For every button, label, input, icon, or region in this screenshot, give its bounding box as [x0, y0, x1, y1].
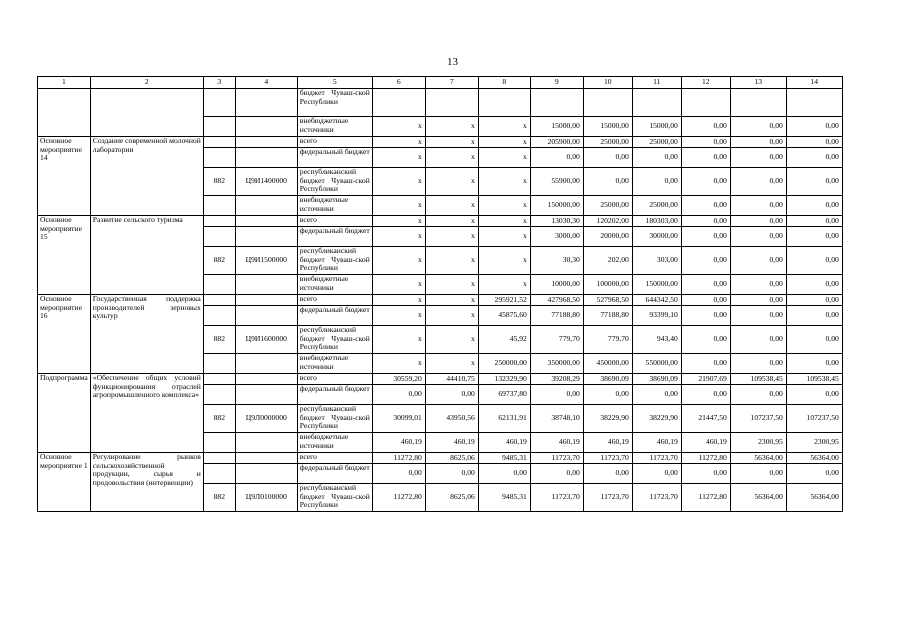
- item-name-cell: Государственная поддержка производителей зерновых культур: [90, 295, 203, 374]
- value-cell: 460,19: [425, 433, 478, 453]
- funding-source-cell: республиканский бюджет Чуваш-ской Республики: [297, 247, 372, 275]
- funding-source-cell: внебюджетные источники: [297, 275, 372, 295]
- grbs-code-cell: [203, 117, 235, 137]
- value-cell: 107237,50: [730, 405, 786, 433]
- value-cell: x: [478, 137, 530, 148]
- grbs-code-cell: 882: [203, 405, 235, 433]
- column-header: 6: [372, 77, 425, 89]
- budget-code-cell: [235, 306, 297, 326]
- budget-code-cell: [235, 216, 297, 227]
- value-cell: 132329,90: [478, 374, 530, 385]
- value-cell: 120202,00: [583, 216, 632, 227]
- grbs-code-cell: [203, 433, 235, 453]
- value-cell: 15000,00: [530, 117, 583, 137]
- budget-code-cell: Ц9Л0000000: [235, 405, 297, 433]
- column-header: 8: [478, 77, 530, 89]
- funding-source-cell: всего: [297, 453, 372, 464]
- value-cell: x: [372, 247, 425, 275]
- value-cell: [478, 89, 530, 117]
- value-cell: x: [425, 117, 478, 137]
- value-cell: x: [425, 168, 478, 196]
- value-cell: x: [478, 168, 530, 196]
- value-cell: 0,00: [786, 227, 842, 247]
- value-cell: 303,00: [632, 247, 681, 275]
- value-cell: 0,00: [681, 247, 730, 275]
- funding-source-cell: федеральный бюджет: [297, 385, 372, 405]
- value-cell: 8625,06: [425, 484, 478, 512]
- grbs-code-cell: 882: [203, 484, 235, 512]
- value-cell: 0,00: [681, 148, 730, 168]
- value-cell: 0,00: [681, 354, 730, 374]
- table-row: [38, 295, 843, 306]
- grbs-code-cell: [203, 196, 235, 216]
- value-cell: 15000,00: [583, 117, 632, 137]
- value-cell: [372, 89, 425, 117]
- table-row: [38, 216, 843, 227]
- value-cell: 460,19: [681, 433, 730, 453]
- item-type-cell: Основное мероприятие 14: [38, 137, 91, 216]
- value-cell: 205900,00: [530, 137, 583, 148]
- funding-source-cell: республиканский бюджет Чуваш-ской Республики: [297, 168, 372, 196]
- value-cell: [632, 89, 681, 117]
- value-cell: 150000,00: [632, 275, 681, 295]
- value-cell: 0,00: [681, 295, 730, 306]
- value-cell: x: [425, 137, 478, 148]
- item-name-cell: [90, 89, 203, 137]
- column-header: 1: [38, 77, 91, 89]
- value-cell: x: [425, 148, 478, 168]
- value-cell: 56364,00: [786, 484, 842, 512]
- value-cell: 25000,00: [632, 196, 681, 216]
- value-cell: 0,00: [681, 137, 730, 148]
- value-cell: 0,00: [425, 464, 478, 484]
- value-cell: 109538,45: [786, 374, 842, 385]
- value-cell: 11272,80: [372, 484, 425, 512]
- value-cell: 45875,60: [478, 306, 530, 326]
- value-cell: 11723,70: [632, 484, 681, 512]
- column-header: 2: [90, 77, 203, 89]
- value-cell: 0,00: [372, 385, 425, 405]
- value-cell: x: [372, 227, 425, 247]
- value-cell: x: [478, 275, 530, 295]
- funding-source-cell: бюджет Чуваш-ской Республики: [297, 89, 372, 117]
- value-cell: 0,00: [681, 464, 730, 484]
- value-cell: 0,00: [730, 354, 786, 374]
- value-cell: 0,00: [730, 117, 786, 137]
- grbs-code-cell: [203, 148, 235, 168]
- value-cell: x: [372, 306, 425, 326]
- value-cell: 644342,50: [632, 295, 681, 306]
- value-cell: 0,00: [681, 275, 730, 295]
- value-cell: [425, 89, 478, 117]
- value-cell: 0,00: [786, 247, 842, 275]
- value-cell: 550000,00: [632, 354, 681, 374]
- value-cell: 0,00: [681, 196, 730, 216]
- value-cell: 0,00: [730, 275, 786, 295]
- value-cell: 0,00: [730, 464, 786, 484]
- column-header: 4: [235, 77, 297, 89]
- value-cell: 0,00: [681, 227, 730, 247]
- value-cell: 55900,00: [530, 168, 583, 196]
- value-cell: 0,00: [530, 148, 583, 168]
- budget-code-cell: [235, 433, 297, 453]
- value-cell: 11272,80: [372, 453, 425, 464]
- budget-code-cell: [235, 295, 297, 306]
- value-cell: x: [372, 216, 425, 227]
- funding-source-cell: всего: [297, 216, 372, 227]
- column-header: 7: [425, 77, 478, 89]
- value-cell: 0,00: [681, 306, 730, 326]
- budget-code-cell: [235, 117, 297, 137]
- value-cell: 460,19: [530, 433, 583, 453]
- value-cell: 0,00: [786, 148, 842, 168]
- value-cell: 2300,95: [730, 433, 786, 453]
- grbs-code-cell: [203, 137, 235, 148]
- grbs-code-cell: [203, 89, 235, 117]
- value-cell: x: [478, 148, 530, 168]
- value-cell: 0,00: [632, 148, 681, 168]
- value-cell: 9485,31: [478, 453, 530, 464]
- column-header: 5: [297, 77, 372, 89]
- value-cell: x: [478, 227, 530, 247]
- grbs-code-cell: 882: [203, 247, 235, 275]
- value-cell: 460,19: [632, 433, 681, 453]
- value-cell: 943,40: [632, 326, 681, 354]
- column-header: 12: [681, 77, 730, 89]
- value-cell: 10000,00: [530, 275, 583, 295]
- value-cell: 25000,00: [583, 137, 632, 148]
- value-cell: 0,00: [681, 168, 730, 196]
- value-cell: 2300,95: [786, 433, 842, 453]
- grbs-code-cell: [203, 374, 235, 385]
- value-cell: 11272,80: [681, 484, 730, 512]
- value-cell: 62131,91: [478, 405, 530, 433]
- funding-source-cell: республиканский бюджет Чуваш-ской Республики: [297, 484, 372, 512]
- value-cell: x: [372, 354, 425, 374]
- header-row: [38, 77, 843, 89]
- value-cell: 20000,00: [583, 227, 632, 247]
- funding-source-cell: республиканский бюджет Чуваш-ской Республики: [297, 405, 372, 433]
- value-cell: x: [372, 148, 425, 168]
- item-type-cell: Основное мероприятие 15: [38, 216, 91, 295]
- value-cell: 30,30: [530, 247, 583, 275]
- grbs-code-cell: 882: [203, 326, 235, 354]
- budget-code-cell: [235, 196, 297, 216]
- value-cell: 0,00: [786, 168, 842, 196]
- value-cell: 8625,06: [425, 453, 478, 464]
- column-header: 14: [786, 77, 842, 89]
- value-cell: 0,00: [786, 216, 842, 227]
- page-number: 13: [447, 56, 458, 68]
- value-cell: 25000,00: [583, 196, 632, 216]
- grbs-code-cell: [203, 385, 235, 405]
- value-cell: 38690,09: [632, 374, 681, 385]
- item-name-cell: «Обеспечение общих условий функционирования отраслей агропромышленного комплекса»: [90, 374, 203, 453]
- value-cell: 38690,09: [583, 374, 632, 385]
- value-cell: 77188,80: [583, 306, 632, 326]
- value-cell: 180303,00: [632, 216, 681, 227]
- budget-code-cell: [235, 227, 297, 247]
- value-cell: [730, 89, 786, 117]
- value-cell: x: [478, 196, 530, 216]
- budget-code-cell: [235, 374, 297, 385]
- column-header: 11: [632, 77, 681, 89]
- value-cell: 56364,00: [730, 453, 786, 464]
- column-header: 13: [730, 77, 786, 89]
- grbs-code-cell: [203, 306, 235, 326]
- value-cell: x: [478, 216, 530, 227]
- value-cell: x: [425, 247, 478, 275]
- budget-code-cell: Ц9И1600000: [235, 326, 297, 354]
- value-cell: 11723,70: [530, 453, 583, 464]
- budget-code-cell: [235, 464, 297, 484]
- grbs-code-cell: [203, 275, 235, 295]
- value-cell: 30559,20: [372, 374, 425, 385]
- value-cell: 109538,45: [730, 374, 786, 385]
- value-cell: 350000,00: [530, 354, 583, 374]
- value-cell: 30000,00: [632, 227, 681, 247]
- value-cell: [530, 89, 583, 117]
- value-cell: x: [372, 137, 425, 148]
- item-name-cell: Создание современной молочной лаборатории: [90, 137, 203, 216]
- value-cell: 11723,70: [632, 453, 681, 464]
- value-cell: 0,00: [583, 168, 632, 196]
- grbs-code-cell: [203, 354, 235, 374]
- value-cell: x: [372, 326, 425, 354]
- value-cell: 38229,90: [583, 405, 632, 433]
- value-cell: 11272,80: [681, 453, 730, 464]
- value-cell: 107237,50: [786, 405, 842, 433]
- value-cell: 0,00: [478, 464, 530, 484]
- value-cell: 0,00: [786, 464, 842, 484]
- value-cell: x: [425, 326, 478, 354]
- budget-code-cell: [235, 89, 297, 117]
- value-cell: 0,00: [730, 385, 786, 405]
- value-cell: 100000,00: [583, 275, 632, 295]
- value-cell: 45,92: [478, 326, 530, 354]
- budget-code-cell: Ц9И1400000: [235, 168, 297, 196]
- value-cell: 0,00: [681, 117, 730, 137]
- value-cell: 460,19: [372, 433, 425, 453]
- value-cell: 0,00: [730, 247, 786, 275]
- value-cell: x: [478, 117, 530, 137]
- budget-code-cell: [235, 385, 297, 405]
- value-cell: 11723,70: [530, 484, 583, 512]
- funding-source-cell: всего: [297, 374, 372, 385]
- value-cell: 0,00: [530, 385, 583, 405]
- funding-source-cell: федеральный бюджет: [297, 306, 372, 326]
- value-cell: 21447,50: [681, 405, 730, 433]
- value-cell: 0,00: [786, 385, 842, 405]
- value-cell: 0,00: [730, 137, 786, 148]
- item-name-cell: Регулирование рынков сельскохозяйственной продукции, сырья и продовольствия (интервенции): [90, 453, 203, 512]
- table-row: [38, 374, 843, 385]
- value-cell: x: [425, 227, 478, 247]
- value-cell: x: [425, 306, 478, 326]
- value-cell: x: [372, 168, 425, 196]
- value-cell: 450000,00: [583, 354, 632, 374]
- funding-source-cell: федеральный бюджет: [297, 464, 372, 484]
- value-cell: 0,00: [730, 148, 786, 168]
- value-cell: 0,00: [425, 385, 478, 405]
- value-cell: 13030,30: [530, 216, 583, 227]
- funding-source-cell: федеральный бюджет: [297, 227, 372, 247]
- value-cell: 295921,52: [478, 295, 530, 306]
- value-cell: 460,19: [583, 433, 632, 453]
- value-cell: 0,00: [583, 464, 632, 484]
- value-cell: 202,00: [583, 247, 632, 275]
- funding-source-cell: всего: [297, 137, 372, 148]
- grbs-code-cell: [203, 295, 235, 306]
- value-cell: x: [425, 216, 478, 227]
- value-cell: 779,70: [583, 326, 632, 354]
- item-name-cell: Развитие сельского туризма: [90, 216, 203, 295]
- value-cell: x: [425, 275, 478, 295]
- item-type-cell: Основное мероприятие 1: [38, 453, 91, 512]
- value-cell: 25000,00: [632, 137, 681, 148]
- value-cell: 250000,00: [478, 354, 530, 374]
- grbs-code-cell: [203, 216, 235, 227]
- value-cell: 0,00: [372, 464, 425, 484]
- value-cell: 11723,70: [583, 484, 632, 512]
- value-cell: x: [478, 247, 530, 275]
- value-cell: 77188,80: [530, 306, 583, 326]
- budget-code-cell: [235, 354, 297, 374]
- value-cell: 0,00: [730, 295, 786, 306]
- value-cell: 38748,10: [530, 405, 583, 433]
- value-cell: 0,00: [632, 385, 681, 405]
- value-cell: 0,00: [681, 216, 730, 227]
- grbs-code-cell: [203, 227, 235, 247]
- value-cell: [681, 89, 730, 117]
- budget-code-cell: [235, 275, 297, 295]
- value-cell: 0,00: [632, 168, 681, 196]
- budget-code-cell: Ц9Л0100000: [235, 484, 297, 512]
- value-cell: x: [372, 196, 425, 216]
- column-header: 10: [583, 77, 632, 89]
- value-cell: 0,00: [730, 227, 786, 247]
- value-cell: x: [372, 117, 425, 137]
- grbs-code-cell: [203, 464, 235, 484]
- value-cell: 0,00: [730, 306, 786, 326]
- value-cell: 527968,50: [583, 295, 632, 306]
- item-type-cell: Основное мероприятие 16: [38, 295, 91, 374]
- value-cell: 0,00: [786, 326, 842, 354]
- value-cell: [786, 89, 842, 117]
- value-cell: 9485,31: [478, 484, 530, 512]
- budget-code-cell: [235, 453, 297, 464]
- value-cell: x: [425, 196, 478, 216]
- value-cell: 460,19: [478, 433, 530, 453]
- budget-code-cell: Ц9И1500000: [235, 247, 297, 275]
- funding-source-cell: внебюджетные источники: [297, 196, 372, 216]
- value-cell: 38229,90: [632, 405, 681, 433]
- value-cell: 3000,00: [530, 227, 583, 247]
- column-header: 3: [203, 77, 235, 89]
- value-cell: 0,00: [786, 354, 842, 374]
- funding-source-cell: внебюджетные источники: [297, 354, 372, 374]
- value-cell: 15000,00: [632, 117, 681, 137]
- funding-source-cell: всего: [297, 295, 372, 306]
- value-cell: 0,00: [786, 117, 842, 137]
- value-cell: 0,00: [786, 275, 842, 295]
- budget-code-cell: [235, 137, 297, 148]
- column-header: 9: [530, 77, 583, 89]
- value-cell: 0,00: [681, 385, 730, 405]
- value-cell: x: [425, 295, 478, 306]
- value-cell: 56364,00: [786, 453, 842, 464]
- value-cell: [583, 89, 632, 117]
- table-row: [38, 453, 843, 464]
- value-cell: 30099,01: [372, 405, 425, 433]
- value-cell: 0,00: [632, 464, 681, 484]
- value-cell: 21907,69: [681, 374, 730, 385]
- value-cell: 69737,80: [478, 385, 530, 405]
- value-cell: 43950,56: [425, 405, 478, 433]
- value-cell: 0,00: [786, 306, 842, 326]
- budget-code-cell: [235, 148, 297, 168]
- funding-source-cell: внебюджетные источники: [297, 433, 372, 453]
- item-type-cell: Подпрограмма: [38, 374, 91, 453]
- value-cell: 0,00: [583, 148, 632, 168]
- value-cell: 0,00: [730, 216, 786, 227]
- value-cell: 0,00: [730, 196, 786, 216]
- value-cell: 44410,75: [425, 374, 478, 385]
- value-cell: 0,00: [730, 326, 786, 354]
- value-cell: 779,70: [530, 326, 583, 354]
- value-cell: 39208,29: [530, 374, 583, 385]
- value-cell: 0,00: [730, 168, 786, 196]
- funding-source-cell: федеральный бюджет: [297, 148, 372, 168]
- grbs-code-cell: 882: [203, 168, 235, 196]
- funding-source-cell: республиканский бюджет Чуваш-ской Республики: [297, 326, 372, 354]
- budget-table: [37, 76, 843, 512]
- table-row: [38, 137, 843, 148]
- item-type-cell: [38, 89, 91, 137]
- value-cell: 0,00: [786, 295, 842, 306]
- value-cell: 56364,00: [730, 484, 786, 512]
- value-cell: 427968,50: [530, 295, 583, 306]
- funding-source-cell: внебюджетные источники: [297, 117, 372, 137]
- value-cell: 93399,10: [632, 306, 681, 326]
- value-cell: 150000,00: [530, 196, 583, 216]
- grbs-code-cell: [203, 453, 235, 464]
- value-cell: 0,00: [530, 464, 583, 484]
- value-cell: x: [372, 275, 425, 295]
- table-row: [38, 89, 843, 117]
- value-cell: x: [425, 354, 478, 374]
- value-cell: 11723,70: [583, 453, 632, 464]
- value-cell: 0,00: [786, 196, 842, 216]
- value-cell: 0,00: [681, 326, 730, 354]
- value-cell: 0,00: [583, 385, 632, 405]
- value-cell: x: [372, 295, 425, 306]
- value-cell: 0,00: [786, 137, 842, 148]
